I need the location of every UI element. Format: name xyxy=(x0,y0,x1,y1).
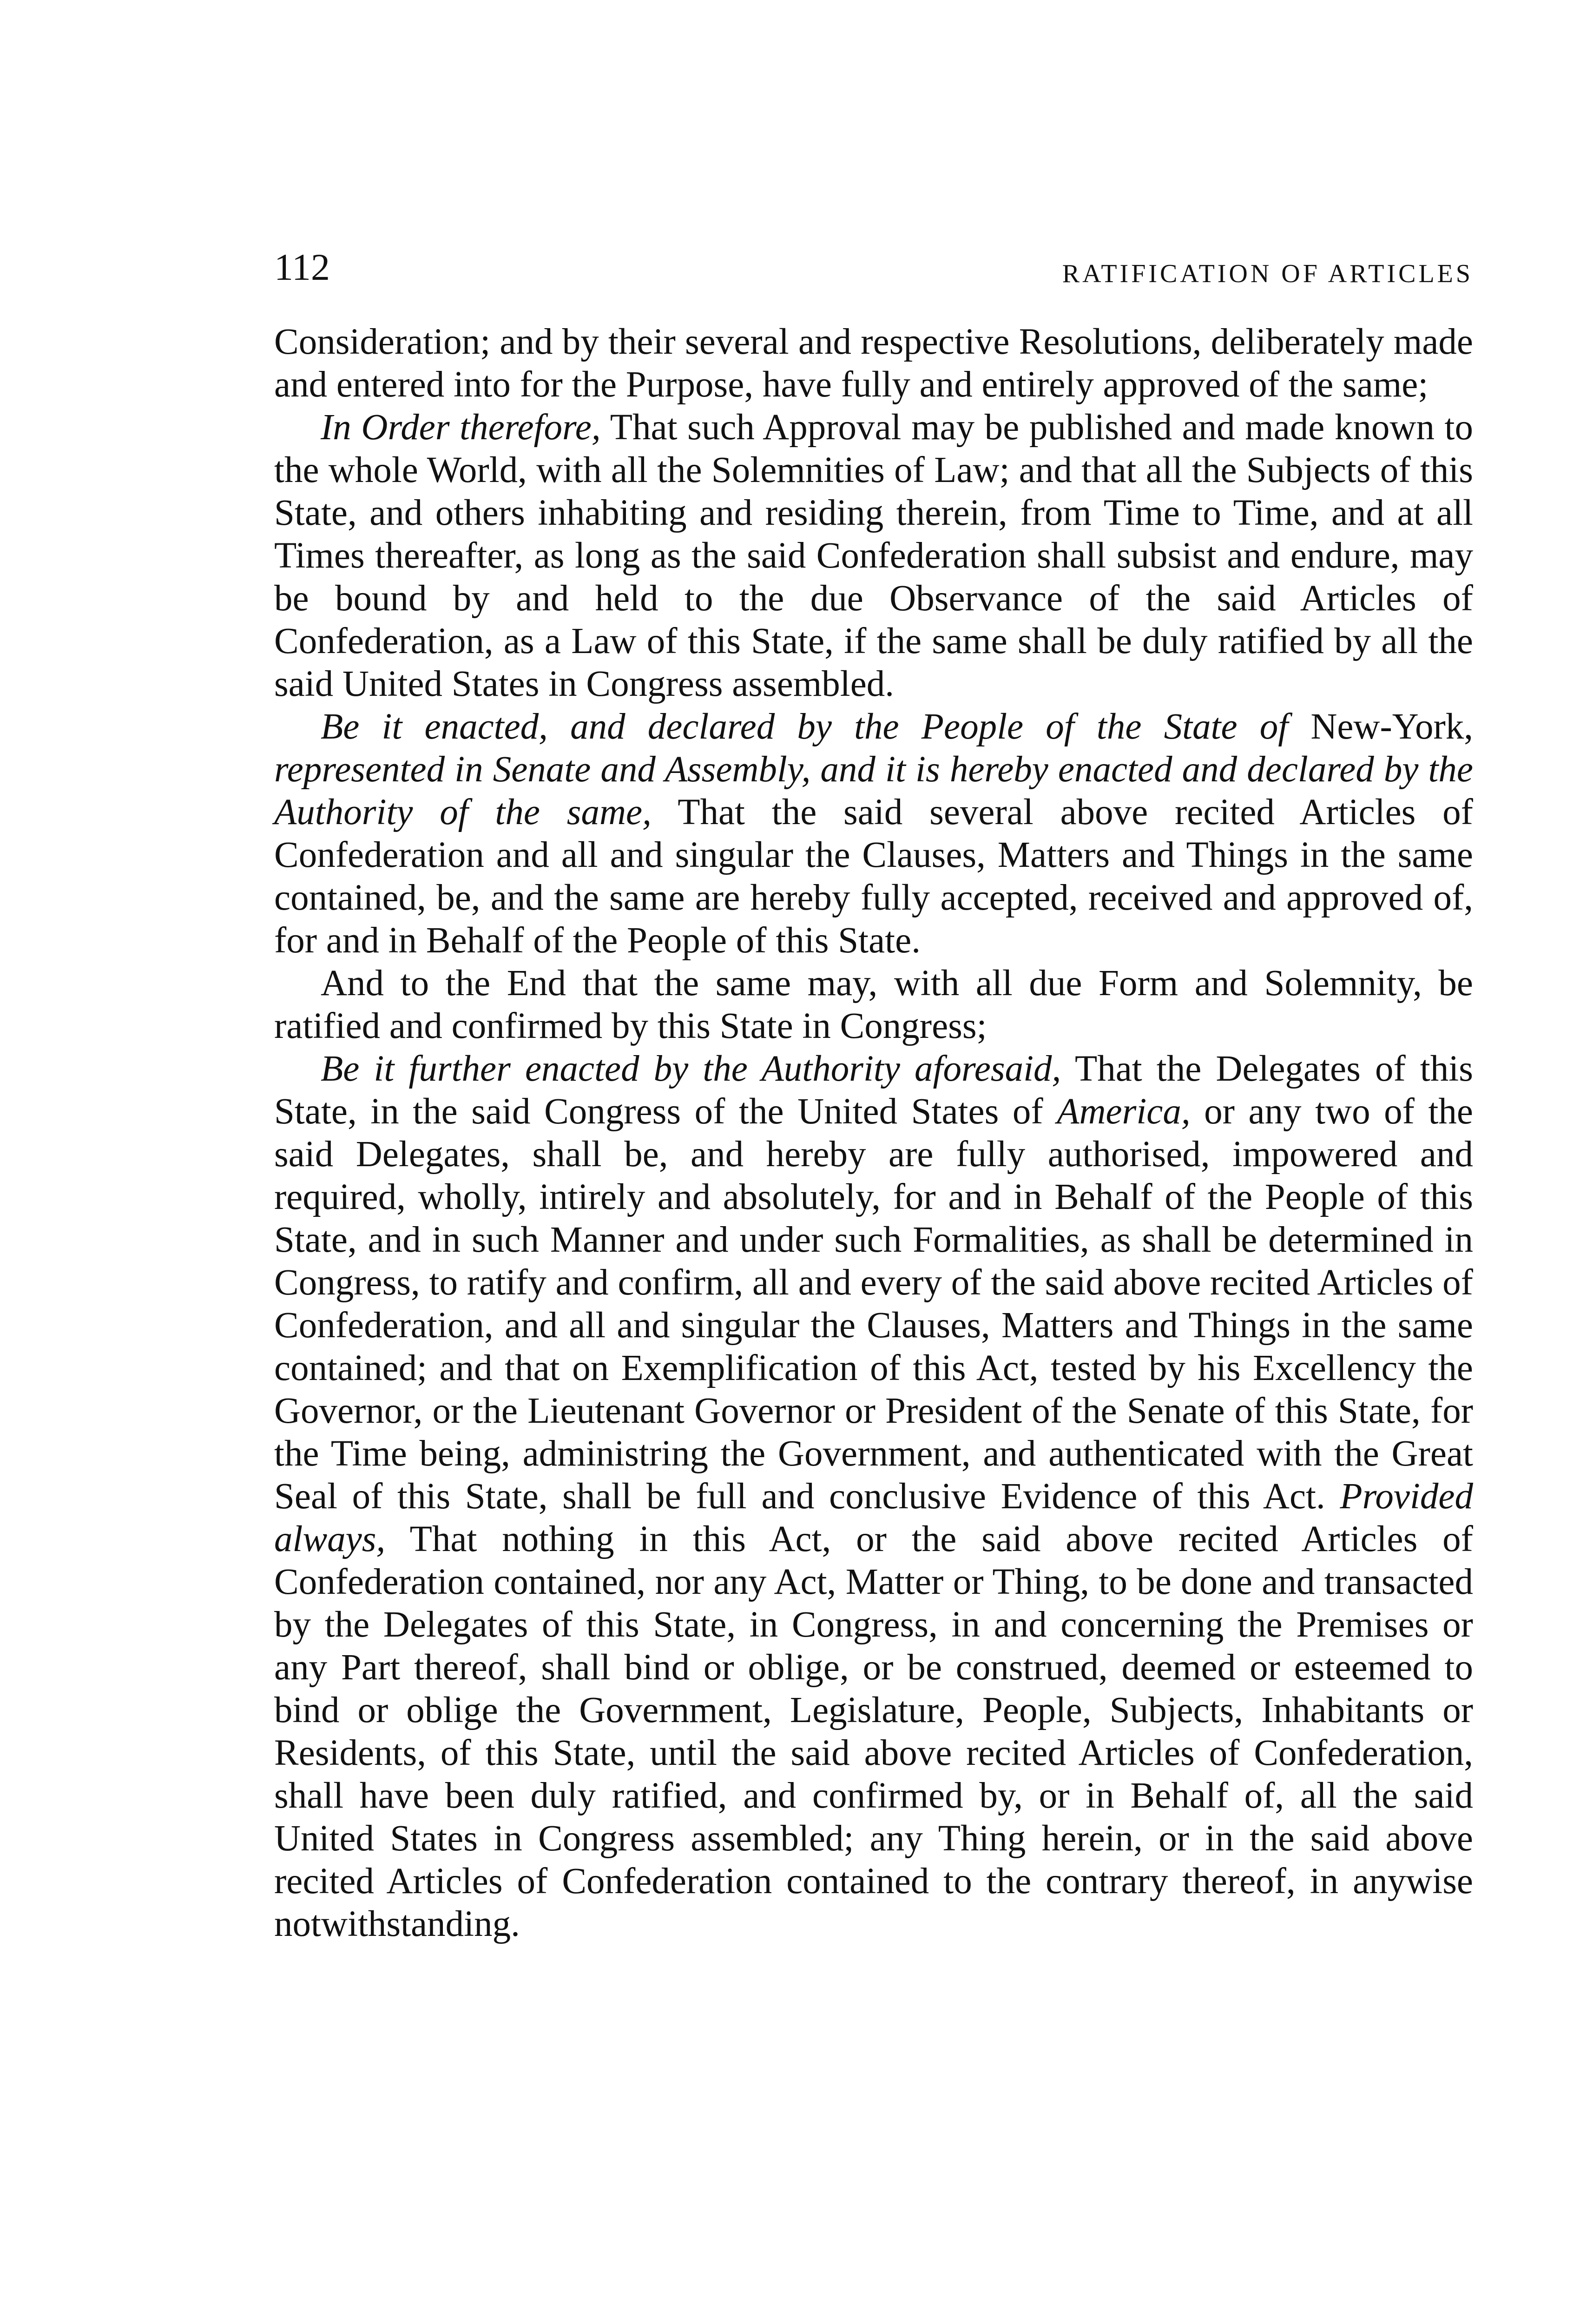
text-run: That nothing in this Act, or the said above recited Articles of Confederation contained, nor any Act, Matter or Thing, to be done and transacted by the Delegates of this State, in Congress, in and concerning the Premises or any Part thereof, shall bind or oblige, or be construed, deemed or esteemed to bind or oblige the Government, Legislature, People, Subjects, Inhabitants or Residents, of this State, until the said above recited Articles of Confederation, shall have been duly ratified, and confirmed by, or in Behalf of, all the said United States in Congress assembled; any Thing herein, or in the said above recited Articles of Confederation contained to the contrary thereof, in anywise notwithstanding. xyxy=(274,1519,1473,1944)
text-run: New-York, xyxy=(1288,706,1473,747)
italic-run: Provided always, xyxy=(274,1476,1473,1559)
page-number: 112 xyxy=(274,246,330,288)
running-head xyxy=(274,242,1473,293)
text-run: or any two of the said Delegates, shall be, and hereby are fully authorised, impowered and required, wholly, intirely and absolutely, for and in Behalf of the People of this State, and in such Manner and under such Formalities, as shall be determined in Congress, to ratify and confirm, all and every of the said above recited Articles of Confederation, and all and singular the Clauses, Matters and Things in the same contained; and that on Exemplification of this Act, tested by his Excellency the Governor, or the Lieutenant Governor or President of the Senate of this State, for the Time being, administring the Government, and authenticated with the Great Seal of this State, shall be full and conclusive Evidence of this Act. xyxy=(274,1091,1473,1517)
text-run: That such Approval may be published and made known to the whole World, with all the Solemnities of Law; and that all the Subjects of this State, and others inhabiting and residing therein, from Time to Time, and at all Times thereafter, as long as the said Confederation shall subsist and endure, may be bound by and held to the due Observance of the said Articles of Confederation, as a Law of this State, if the same shall be duly ratified by all the said United States in Congress assembled. xyxy=(274,407,1473,704)
text-run: And to the End that the same may, with all due Form and Solemnity, be ratified and confirmed by this State in Congress; xyxy=(274,963,1473,1046)
running-title: RATIFICATION OF ARTICLES xyxy=(1062,259,1473,288)
italic-run: America, xyxy=(1057,1091,1191,1132)
body-text xyxy=(274,321,1473,1946)
paragraph xyxy=(274,321,1473,406)
paragraph xyxy=(274,706,1473,962)
italic-run: In Order therefore, xyxy=(321,407,601,448)
text-run: Consideration; and by their several and respective Resolutions, deliberately made and entered into for the Purpose, have fully and entirely approved of the same; xyxy=(274,322,1473,405)
text-run: That the said several above recited Articles of Confederation and all and singular the Clauses, Matters and Things in the same contained, be, and the same are hereby fully accepted, received and approved of, for and in Behalf of the People of this State. xyxy=(274,792,1473,961)
italic-run: represented in Senate and Assembly, and it is hereby enacted and declared by the Authority of the same, xyxy=(274,749,1473,832)
italic-run: Be it further enacted by the Authority aforesaid, xyxy=(321,1049,1061,1089)
paragraph xyxy=(274,1048,1473,1946)
paragraph xyxy=(274,406,1473,706)
paragraph xyxy=(274,962,1473,1048)
italic-run: Be it enacted, and declared by the People of the State of xyxy=(321,706,1289,747)
text-run: That the Delegates of this State, in the said Congress of the United States of xyxy=(274,1049,1473,1132)
